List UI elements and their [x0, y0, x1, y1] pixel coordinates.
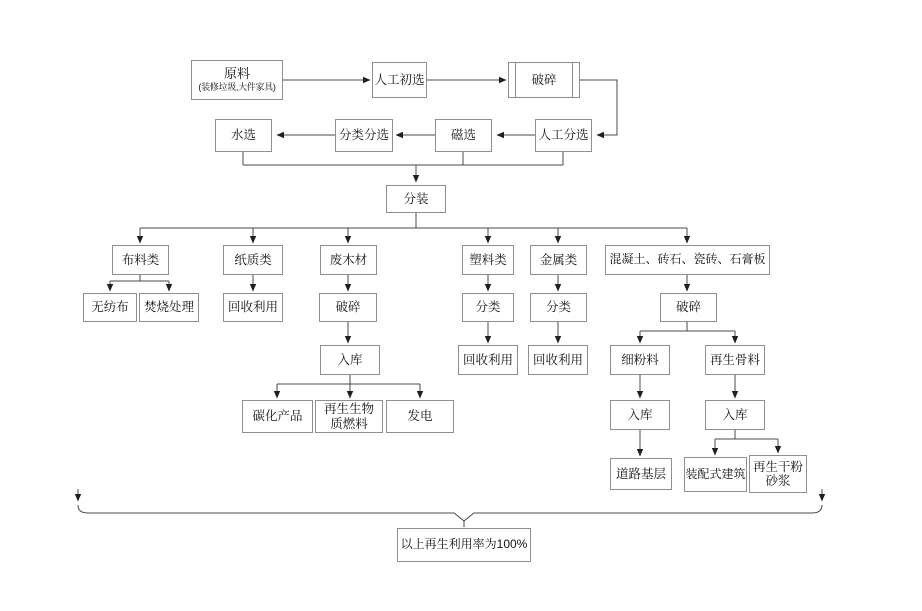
cloth-branch-lines: [110, 275, 169, 291]
node-fine-powder-storage: 入库: [610, 400, 670, 430]
node-raw-material: [191, 60, 283, 100]
node-cloth-category: 布料类: [112, 245, 169, 275]
node-dry-mortar: 再生干粉砂浆: [749, 455, 807, 493]
node-metal-sorting: 分类: [530, 293, 587, 322]
node-magnetic-separation: 磁选: [435, 119, 492, 152]
note-recycling-rate: 以上再生利用率为100%: [397, 528, 531, 562]
node-wood-crushing: 破碎: [319, 293, 377, 322]
node-manual-sorting: 人工分选: [535, 119, 592, 152]
node-wood-storage: 入库: [320, 345, 380, 375]
node-plastic-sorting: 分类: [462, 293, 514, 322]
node-incineration: 焚烧处理: [139, 293, 199, 322]
node-biomass-fuel: 再生生物质燃料: [315, 400, 383, 433]
concrete-crush-split-lines: [640, 322, 735, 343]
raw-material-title: 原料: [223, 66, 250, 82]
node-aggregate-storage: 入库: [705, 400, 765, 430]
node-manual-presort: 人工初选: [372, 62, 427, 98]
node-carbonized-products: 碳化产品: [242, 400, 313, 433]
node-classification-sorting: 分类分选: [335, 119, 393, 152]
wood-store-split-lines: [277, 375, 420, 398]
node-recycled-aggregate: 再生骨料: [705, 345, 765, 375]
node-metal-recycling: 回收利用: [528, 345, 588, 375]
node-plastic-recycling: 回收利用: [458, 345, 518, 375]
sorting-row-flow-lines: [243, 135, 563, 182]
node-metal-category: 金属类: [530, 245, 587, 275]
category-branch-lines: [140, 213, 687, 243]
raw-material-subtitle: (装修垃圾,大件家具): [198, 82, 276, 93]
process-side-bar-right: [572, 63, 573, 97]
node-concrete-category: 混凝土、砖石、瓷砖、石膏板: [605, 245, 770, 275]
crushing-top-label: 破碎: [531, 72, 557, 87]
summary-brace: [78, 489, 822, 527]
node-prefab-building: 装配式建筑: [684, 457, 747, 492]
node-waste-wood-category: 废木材: [320, 245, 377, 275]
node-paper-recycling: 回收利用: [223, 293, 283, 322]
node-water-separation: 水选: [215, 119, 272, 152]
node-plastic-category: 塑料类: [462, 245, 514, 275]
node-nonwoven: 无纺布: [83, 293, 137, 322]
node-power-generation: 发电: [386, 400, 454, 433]
node-paper-category: 纸质类: [223, 245, 283, 275]
node-road-base: 道路基层: [610, 458, 672, 490]
process-side-bar-left: [515, 63, 516, 97]
node-crushing-top: [508, 62, 580, 98]
node-packing: 分装: [386, 185, 446, 213]
node-fine-powder: 细粉料: [610, 345, 670, 375]
node-concrete-crushing: 破碎: [660, 293, 717, 322]
